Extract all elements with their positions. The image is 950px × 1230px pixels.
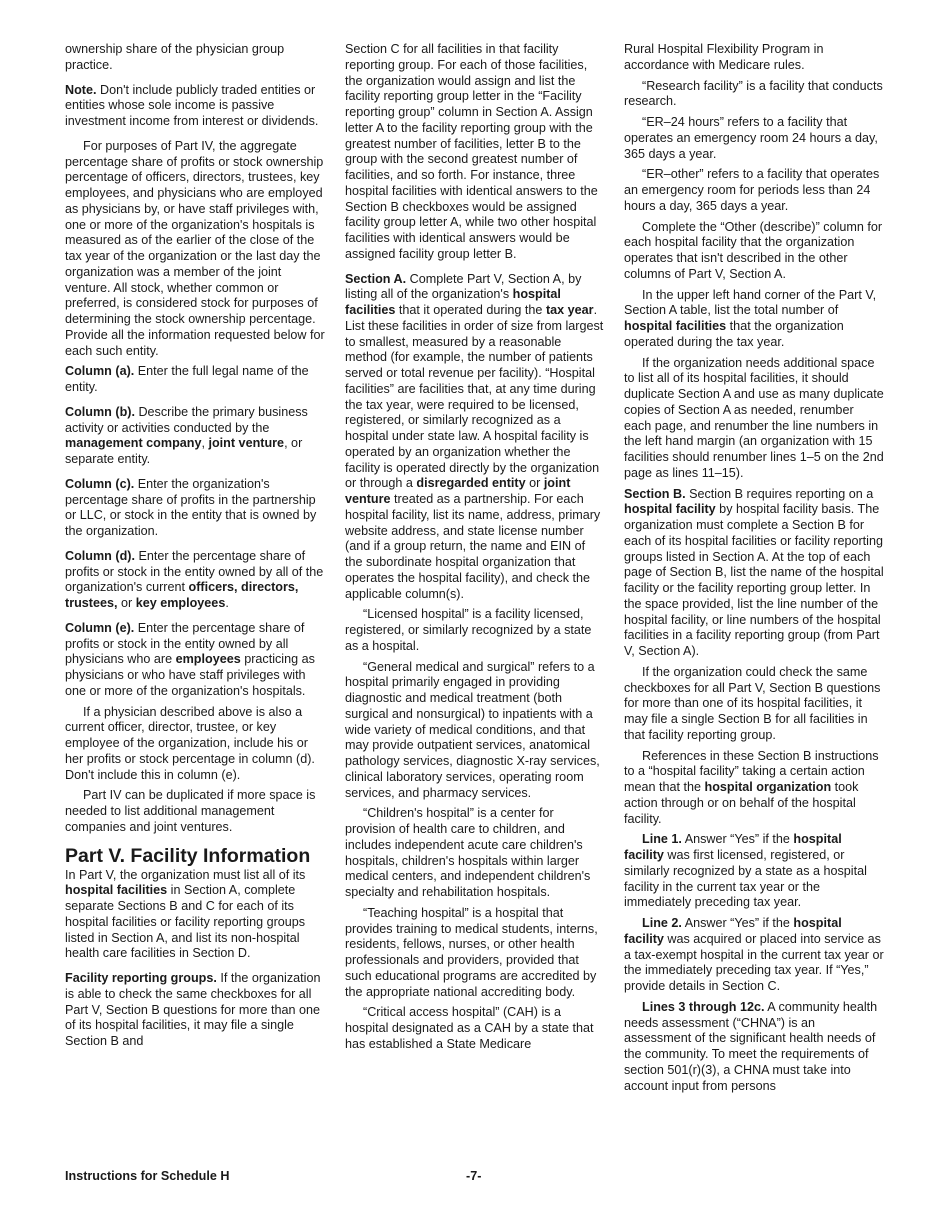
run-in-heading: Facility reporting groups. <box>65 971 217 985</box>
text-column-2 <box>345 42 605 1058</box>
paragraph: Rural Hospital Flexibility Program in accordance with Medicare rules. <box>624 42 824 72</box>
paragraph: Section C for all facilities in that facility reporting group. For each of those facilities, the organization would assign and list the facility reporting group letter in the “Facility reporting group” column in Section A. Assign letter A to the facility reporting group with the greatest number of facilities, letter B to the group with the second greatest number of facilities, and so forth. For instance, three hospital facilities with identical answers to the Section B checkboxes would be assigned facility group letter A, while two other hospital facilities with identical answers would be assigned facility group letter B. <box>345 42 598 261</box>
paragraph: “ER–other” refers to a facility that operates an emergency room for periods less than 24 hours a day, 365 days a year. <box>624 167 880 213</box>
paragraph: For purposes of Part IV, the aggregate percentage share of profits or stock ownership percentage of officers, directors, trustees, key employees, and physicians who are employed as physicians by, or have staff privileges with, one or more of the organization's hospitals is measured as of the earlier of the close of the tax year of the organization or the last day the organization was a member of the joint venture. All stock, whether common or preferred, is considered stock for purposes of determining the stock ownership percentage. Provide all the information requested below for each such entity. <box>65 138 325 358</box>
paragraph: “Children's hospital” is a center for provision of health care to children, and includes independent acute care children's hospitals, children's hospitals within larger medical centers, and independent children's specialty and rehabilitation hospitals. <box>345 806 591 899</box>
paragraph: Facility reporting groups. If the organization is able to check the same checkboxes for all Part V, Section B questions for more than one of its hospital facilities, it may file a single Section B and <box>65 971 321 1048</box>
run-in-heading: Column (c). <box>65 476 135 491</box>
paragraph: Lines 3 through 12c. A community health needs assessment (“CHNA”) is an assessment of the significant health needs of the community. To meet the requirements of section 501(r)(3), a CHNA must take into account input from persons <box>624 999 878 1093</box>
text-column-3 <box>624 42 884 1099</box>
page-number: -7- <box>466 1169 482 1183</box>
paragraph: Section B. Section B requires reporting on a hospital facility by hospital facility basis. The organization must complete a Section B for each of its hospital facilities or facility reporting groups listed in Section A. At the top of each page of Section B, list the name of the hospital facility or the facility reporting group letter. In the space provided, list the line number of the hospital facility, or line numbers of the hospital facilities in a facility reporting group (from Part V, Section A). <box>624 486 884 658</box>
paragraph: “General medical and surgical” refers to a hospital primarily engaged in providing diagnostic and medical treatment (both surgical and nonsurgical) to inpatients with a wide variety of medical conditions, and that may provide outpatient services, anatomical pathology services, diagnostic X-ray services, clinical laboratory services, operating room services, and pharmacy services. <box>345 659 600 800</box>
run-in-heading: Column (d). <box>65 548 135 563</box>
paragraph: “Critical access hospital” (CAH) is a hospital designated as a CAH by a state that has established a State Medicare <box>345 1005 594 1051</box>
paragraph: “ER–24 hours” refers to a facility that operates an emergency room 24 hours a day, 365 days a year. <box>624 115 878 161</box>
paragraph: Part IV can be duplicated if more space is needed to list additional management companies and joint ventures. <box>65 788 316 834</box>
paragraph: Column (a). Enter the full legal name of the entity. <box>65 364 309 394</box>
paragraph: Line 2. Answer “Yes” if the hospital facility was acquired or placed into service as a tax-exempt hospital in the current tax year or the immediately preceding tax year. If “Yes,” provide details in Section C. <box>624 916 884 993</box>
paragraph: In Part V, the organization must list all of its hospital facilities in Section A, complete separate Sections B and C for each of its hospital facilities or facility reporting groups listed in Section A, and list its non-hospital health care facilities in Section D. <box>65 867 306 961</box>
paragraph: “Research facility” is a facility that conducts research. <box>624 78 883 109</box>
run-in-heading: Section A. <box>345 271 407 286</box>
paragraph: Complete the “Other (describe)” column for each hospital facility that the organization operates that isn't described in the other columns of Part V, Section A. <box>624 219 883 281</box>
paragraph: Column (c). Enter the organization's percentage share of profits in the partnership or LLC, or stock in the entity that is owned by the organization. <box>65 476 317 538</box>
run-in-heading: Line 1. <box>642 832 682 847</box>
paragraph: References in these Section B instructions to a “hospital facility” taking a certain action mean that the hospital organization took action through or on behalf of the hospital facility. <box>624 748 879 826</box>
paragraph: If the organization needs additional space to list all of its hospital facilities, it should duplicate Section A and use as many duplicate copies of Section A as needed, renumber each page, and renumber the line numbers in the left hand margin (an organization with 15 facilities should renumber lines 1–5 on the 2nd page as lines 11–15). <box>624 355 884 480</box>
paragraph: Note. Don't include publicly traded entities or entities whose sole income is passive investment income from interest or dividends. <box>65 82 319 128</box>
run-in-heading: Column (a). <box>65 364 135 379</box>
paragraph: “Teaching hospital” is a hospital that provides training to medical students, interns, residents, fellows, nurses, or other health professionals and providers, provided that such educational programs are accredited by the appropriate national accrediting body. <box>345 905 598 999</box>
section-heading: Part V. Facility Information <box>65 844 311 867</box>
paragraph: Column (d). Enter the percentage share of profits or stock in the entity owned by all of the organization's current officers, directors, trustees, or key employees. <box>65 548 324 610</box>
paragraph: Section A. Complete Part V, Section A, by listing all of the organization's hospital facilities that it operated during the tax year. List these facilities in order of size from largest to smallest, measured by a reasonable method (for example, the number of patients served or total revenue per facility). “Hospital facilities” are facilities that, at any time during the tax year, were required to be licensed, registered, or similarly recognized as a hospital under state law. A hospital facility is operated by an organization whether the facility is operated directly by the organization or through a disregarded entity or joint venture treated as a partnership. For each hospital facility, list its name, address, primary website address, and state license number (and if a group return, the name and EIN of the subordinate hospital organization that operates the hospital facility), and check the applicable column(s). <box>345 271 604 601</box>
paragraph: If a physician described above is also a current officer, director, trustee, or key employee of the organization, include his or her profits or stock percentage in column (d). Don't include this in column (e). <box>65 704 315 782</box>
paragraph: In the upper left hand corner of the Part V, Section A table, list the total number of hospital facilities that the organization operated during the tax year. <box>624 287 877 349</box>
run-in-heading: Line 2. <box>642 916 682 930</box>
paragraph: Line 1. Answer “Yes” if the hospital facility was first licensed, registered, or similarly recognized by a state as a hospital facility in the current tax year or the immediately preceding tax year. <box>624 832 867 910</box>
paragraph: If the organization could check the same checkboxes for all Part V, Section B questions for more than one of its hospital facilities, it may file a single Section B for all facilities in that facility reporting group. <box>624 664 881 742</box>
paragraph: “Licensed hospital” is a facility licensed, registered, or similarly recognized by a state as a hospital. <box>345 607 592 653</box>
run-in-heading: Section B. <box>624 486 686 501</box>
paragraph: ownership share of the physician group practice. <box>65 42 285 72</box>
run-in-heading: Column (b). <box>65 404 135 419</box>
footer-title: Instructions for Schedule H <box>65 1169 230 1183</box>
run-in-heading: Note. <box>65 82 97 97</box>
paragraph: Column (b). Describe the primary business activity or activities conducted by the management company, joint venture, or separate entity. <box>65 404 308 466</box>
paragraph: Column (e). Enter the percentage share of profits or stock in the entity owned by all physicians who are employees practicing as physicians or who have staff privileges with one or more of the organization's hospitals. <box>65 620 315 698</box>
run-in-heading: Lines 3 through 12c. <box>642 999 765 1014</box>
text-column-1 <box>65 42 325 1059</box>
run-in-heading: Column (e). <box>65 620 135 635</box>
